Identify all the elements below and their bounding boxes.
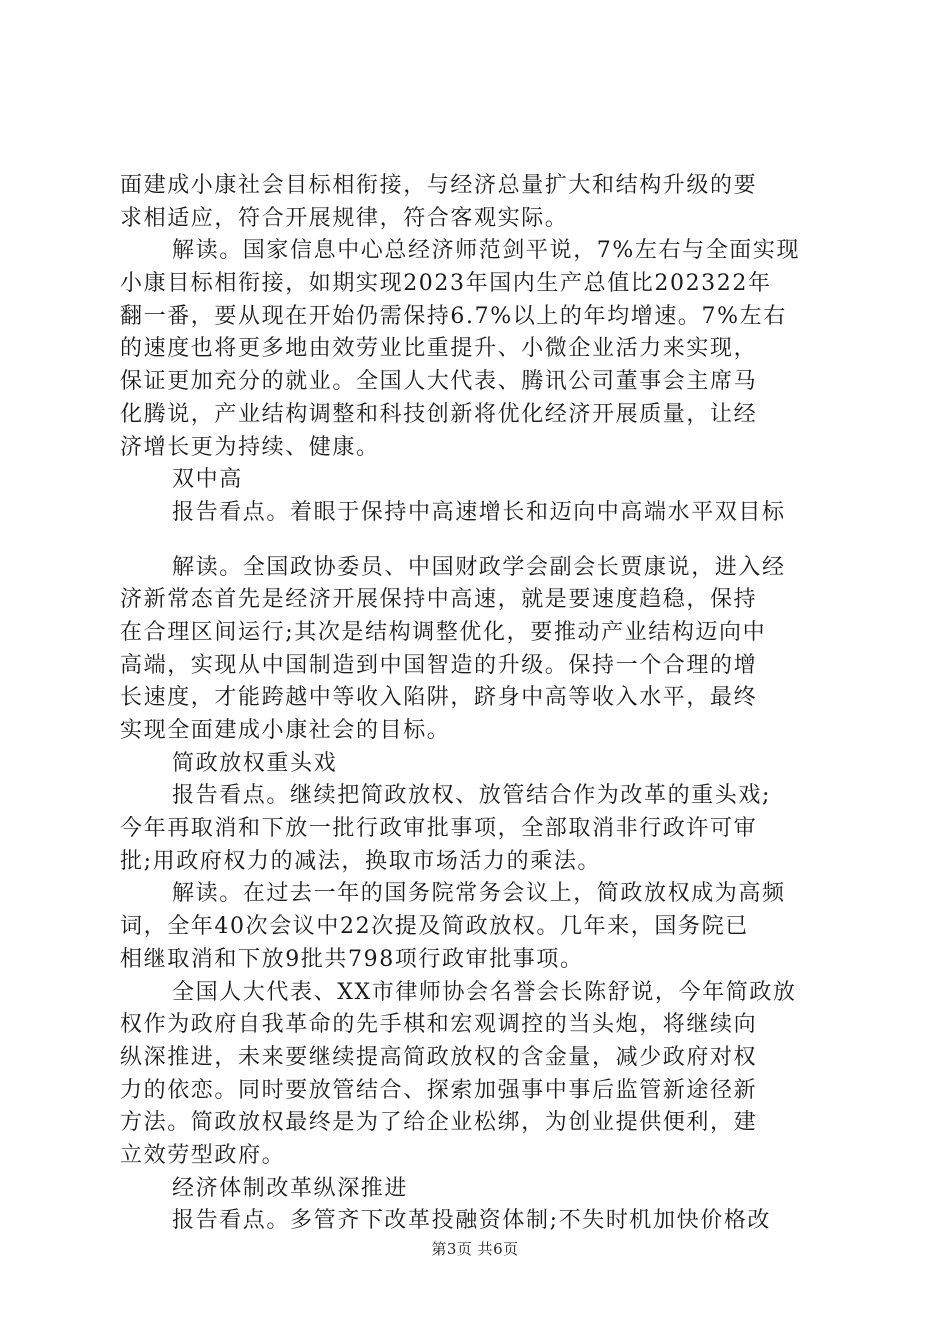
section-heading: 经济体制改革纵深推进 xyxy=(172,1175,409,1201)
text-line: 化腾说，产业结构调整和科技创新将优化经济开展质量，让经 xyxy=(120,401,758,427)
paragraph-gap xyxy=(120,530,840,552)
page-number-footer: 第3页 共6页 xyxy=(431,1240,519,1258)
text-line: 力的依恋。同时要放管结合、探索加强事中事后监管新途径新 xyxy=(120,1077,758,1103)
text-line: 小康目标相衔接，如期实现2023年国内生产总值比202322年 xyxy=(120,271,772,297)
text-line: 济新常态首先是经济开展保持中高速，就是要速度趋稳，保持 xyxy=(120,587,758,613)
text-line: 实现全面建成小康社会的目标。 xyxy=(120,718,451,743)
text-line: 解读。全国政协委员、中国财政学会副会长贾康说，进入经 xyxy=(172,554,786,580)
text-line: 相继取消和下放9批共798项行政审批事项。 xyxy=(120,946,584,972)
text-line: 的速度也将更多地由效劳业比重提升、小微企业活力来实现， xyxy=(120,336,758,362)
text-line: 批;用政府权力的减法，换取市场活力的乘法。 xyxy=(120,848,602,874)
text-line: 在合理区间运行;其次是结构调整优化，要推动产业结构迈向中 xyxy=(120,619,767,645)
text-line: 高端，实现从中国制造到中国智造的升级。保持一个合理的增 xyxy=(120,652,758,678)
text-line: 今年再取消和下放一批行政审批事项，全部取消非行政许可审 xyxy=(120,816,758,842)
document-body xyxy=(120,170,840,1238)
text-line: 全国人大代表、XX市律师协会名誉会长陈舒说，今年简政放 xyxy=(172,979,797,1005)
text-line: 词，全年40次会议中22次提及简政放权。几年来，国务院已 xyxy=(120,914,749,940)
text-line: 报告看点。着眼于保持中高速增长和迈向中高端水平双目标 xyxy=(172,499,786,525)
section-heading: 双中高 xyxy=(172,467,243,493)
text-line: 面建成小康社会目标相衔接，与经济总量扩大和结构升级的要 xyxy=(120,173,758,198)
text-line: 权作为政府自我革命的先手棋和宏观调控的当头炮，将继续向 xyxy=(120,1012,758,1038)
text-line: 长速度，才能跨越中等收入陷阱，跻身中高等收入水平，最终 xyxy=(120,685,758,711)
text-line: 翻一番，要从现在开始仍需保持6.7%以上的年均增速。7%左右 xyxy=(120,303,787,329)
text-line: 求相适应，符合开展规律，符合客观实际。 xyxy=(120,205,569,231)
text-line: 立效劳型政府。 xyxy=(120,1142,286,1168)
text-line: 报告看点。多管齐下改革投融资体制;不失时机加快价格改 xyxy=(172,1208,772,1234)
text-line: 纵深推进，未来要继续提高简政放权的含金量，减少政府对权 xyxy=(120,1044,758,1070)
text-line: 济增长更为持续、健康。 xyxy=(120,434,380,460)
text-line: 方法。简政放权最终是为了给企业松绑，为创业提供便利，建 xyxy=(120,1110,758,1136)
text-line: 报告看点。继续把简政放权、放管结合作为改革的重头戏; xyxy=(172,783,772,809)
section-heading: 简政放权重头戏 xyxy=(172,750,338,776)
text-line: 解读。在过去一年的国务院常务会议上，简政放权成为高频 xyxy=(172,881,786,907)
text-line: 保证更加充分的就业。全国人大代表、腾讯公司董事会主席马 xyxy=(120,369,758,395)
text-line: 解读。国家信息中心总经济师范剑平说，7%左右与全面实现 xyxy=(172,238,801,264)
